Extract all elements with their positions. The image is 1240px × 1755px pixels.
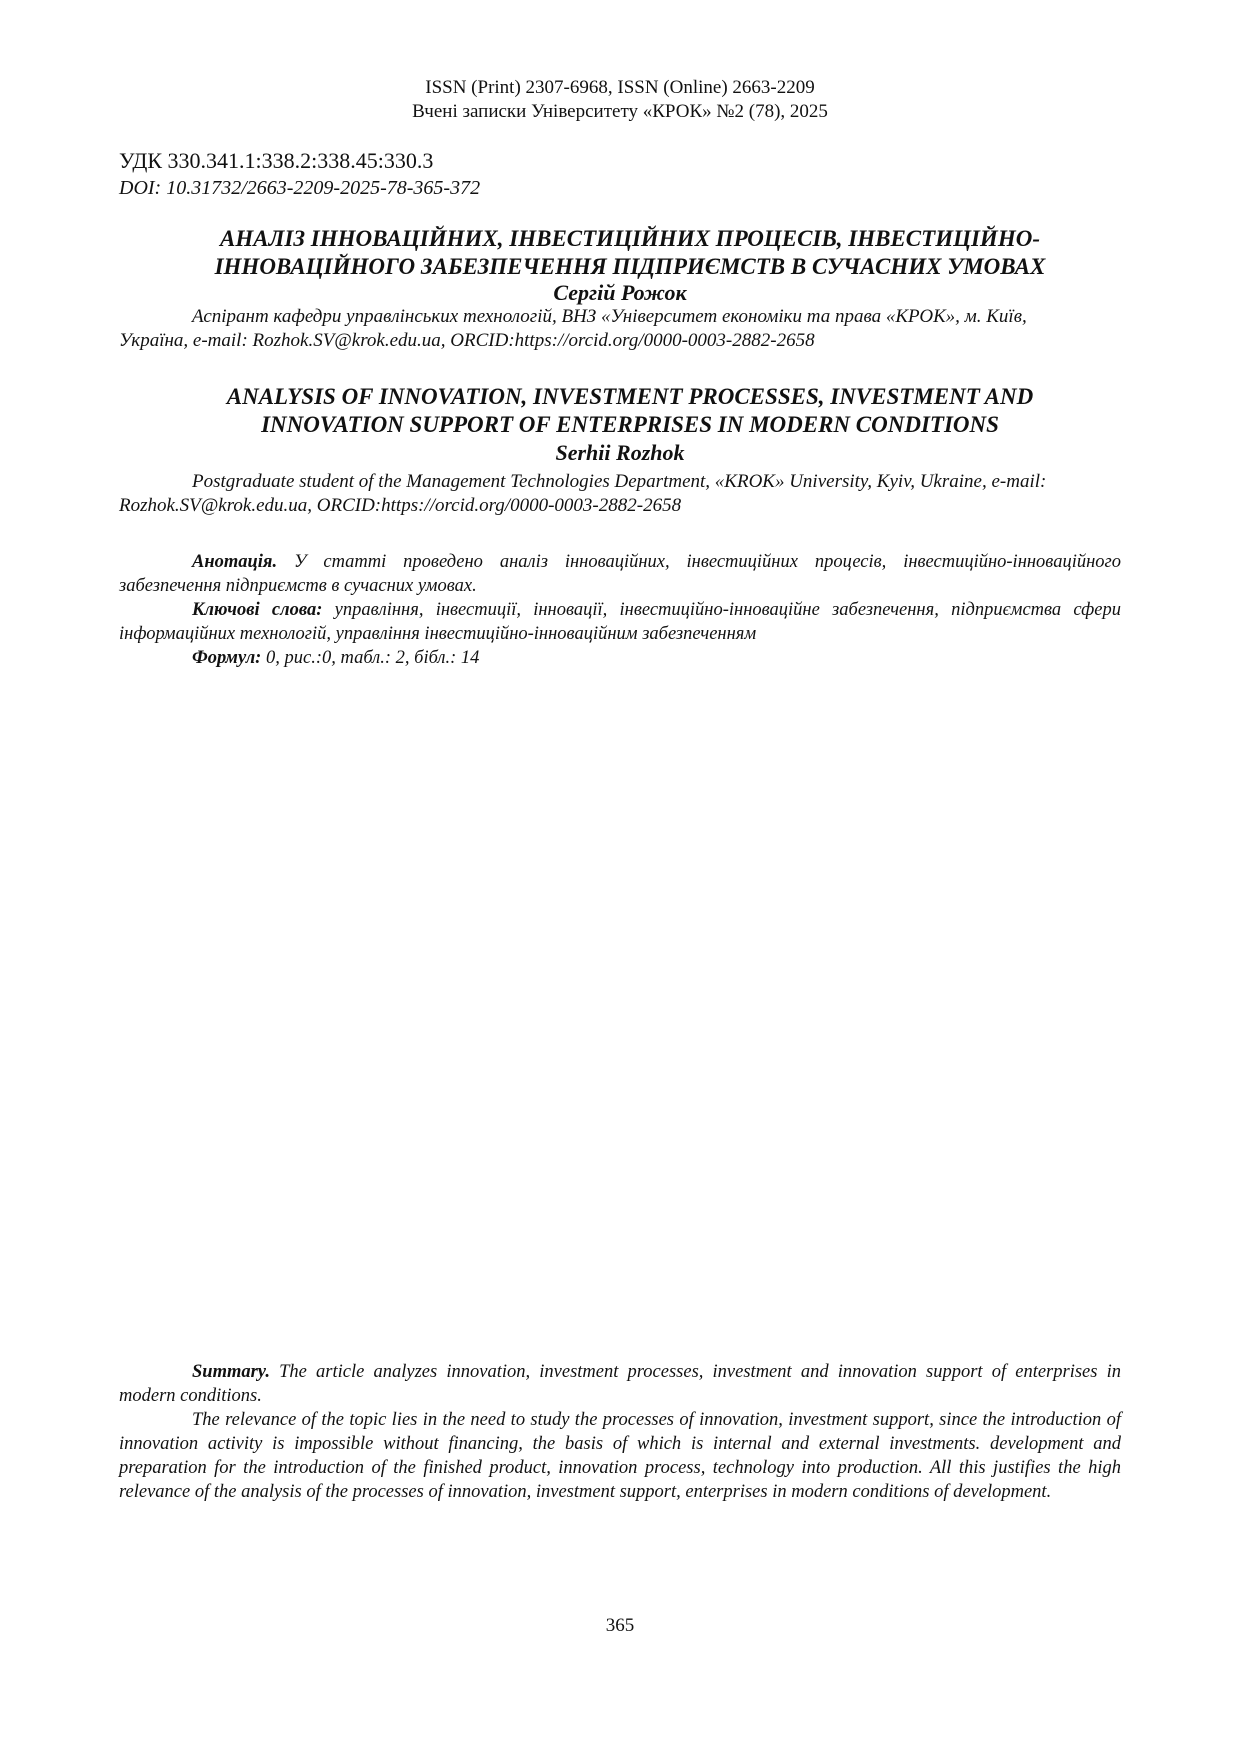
- title-en-line-1: ANALYSIS OF INNOVATION, INVESTMENT PROCESSES, INVESTMENT AND: [226, 384, 1034, 409]
- keywords-text: управління, інвестиції, інновації, інвестиційно-інноваційне забезпечення, підприємства сфери інформаційних технологій, управління інвестиційно-інноваційним забезпеченням: [119, 600, 1122, 644]
- affiliation-ukrainian: [119, 305, 1121, 353]
- affiliation-english: [119, 470, 1121, 518]
- title-english: [160, 383, 1100, 439]
- title-en-line-2: INNOVATION SUPPORT OF ENTERPRISES IN MODERN CONDITIONS: [261, 412, 999, 437]
- formulas-label: Формул:: [192, 648, 262, 668]
- formulas-text: 0, рис.:0, табл.: 2, бібл.: 14: [265, 648, 480, 668]
- formulas-paragraph: [119, 646, 1121, 670]
- affil-ua-line-2: Україна, e-mail: Rozhok.SV@krok.edu.ua, ORCID:https://orcid.org/0000-0003-2882-2658: [119, 330, 815, 351]
- issn-line: ISSN (Print) 2307-6968, ISSN (Online) 2663-2209: [425, 77, 815, 98]
- doi-line: DOI: 10.31732/2663-2209-2025-78-365-372: [119, 177, 481, 199]
- title-ua-line-2: ІННОВАЦІЙНОГО ЗАБЕЗПЕЧЕННЯ ПІДПРИЄМСТВ В СУЧАСНИХ УМОВАХ: [214, 254, 1046, 279]
- summary-paragraph: Summary. The article analyzes innovation, investment processes, investment and innovation support of enterprises in modern conditions.: [119, 1362, 1122, 1406]
- journal-name-line: Вчені записки Університету «КРОК» №2 (78), 2025: [412, 101, 828, 122]
- affil-ua-line-1: Аспірант кафедри управлінських технологій, ВНЗ «Університет економіки та права «КРОК», м. Київ,: [192, 306, 1027, 327]
- title-ukrainian: [160, 225, 1100, 281]
- author-name-ukrainian: Сергій Рожок: [553, 280, 687, 305]
- abstract-ua-paragraph: Анотація. У статті проведено аналіз інноваційних, інвестиційних процесів, інвестиційно-інноваційного забезпечення підприємств в сучасних умовах.: [119, 552, 1121, 596]
- keywords-label: Ключові слова:: [192, 600, 323, 620]
- summary-english: [119, 1360, 1121, 1504]
- author-name-english: Serhii Rozhok: [555, 440, 685, 465]
- udk-code: УДК 330.341.1:338.2:338.45:330.3: [119, 148, 434, 173]
- summary-label: Summary.: [192, 1362, 270, 1382]
- page-number: 365: [605, 1615, 635, 1636]
- journal-header: [0, 76, 1240, 124]
- keywords-paragraph: [119, 598, 1121, 646]
- affil-en-line-2: Rozhok.SV@krok.edu.ua, ORCID:https://orcid.org/0000-0003-2882-2658: [119, 495, 682, 516]
- abstract-label: Анотація.: [192, 552, 278, 572]
- summary-paragraph: The relevance of the topic lies in the need to study the processes of innovation, investment support, since the introduction of innovation activity is impossible without financing, the basis of which is internal and external investments. development and preparation for the introduction of the finished product, innovation process, technology into production. All this justifies the high relevance of the analysis of the processes of innovation, investment support, enterprises in modern conditions of development.: [119, 1410, 1121, 1502]
- title-ua-line-1: АНАЛІЗ ІННОВАЦІЙНИХ, ІНВЕСТИЦІЙНИХ ПРОЦЕСІВ, ІНВЕСТИЦІЙНО-: [220, 226, 1040, 251]
- affil-en-line-1: Postgraduate student of the Management Technologies Department, «KROK» University, Kyiv, Ukraine, e-mail:: [192, 471, 1047, 492]
- abstract-ukrainian: [119, 550, 1121, 670]
